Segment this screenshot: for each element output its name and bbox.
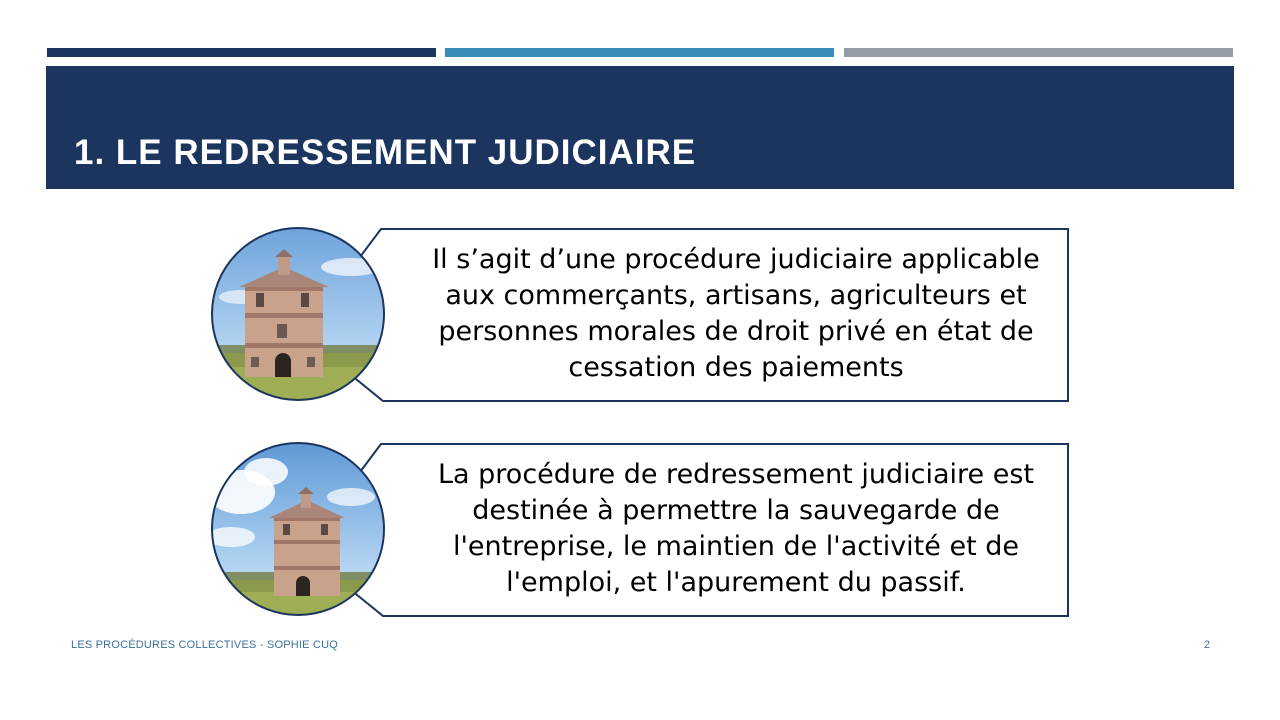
- item-text-1[interactable]: Il s’agit d’une procédure judiciaire applicable aux commerçants, artisans, agriculteurs et personnes morales de droit privé en état de cessation des paiements: [432, 244, 1040, 383]
- accent-bar-navy: [47, 48, 436, 57]
- smartart-item-2[interactable]: [211, 442, 1071, 618]
- smartart-item-1[interactable]: [211, 227, 1071, 403]
- accent-bar-blue: [445, 48, 834, 57]
- item-text-2[interactable]: La procédure de redressement judiciaire est destinée à permettre la sauvegarde de l'entreprise, le maintien de l'activité et de l'emploi, et l'apurement du passif.: [437, 459, 1034, 598]
- footer-label: LES PROCÉDURES COLLECTIVES - SOPHIE CUQ: [71, 639, 338, 651]
- slide-title[interactable]: 1. LE REDRESSEMENT JUDICIAIRE: [74, 133, 697, 172]
- page-number: 2: [1203, 639, 1210, 651]
- title-band: [46, 66, 1234, 189]
- accent-bar-gray: [844, 48, 1233, 57]
